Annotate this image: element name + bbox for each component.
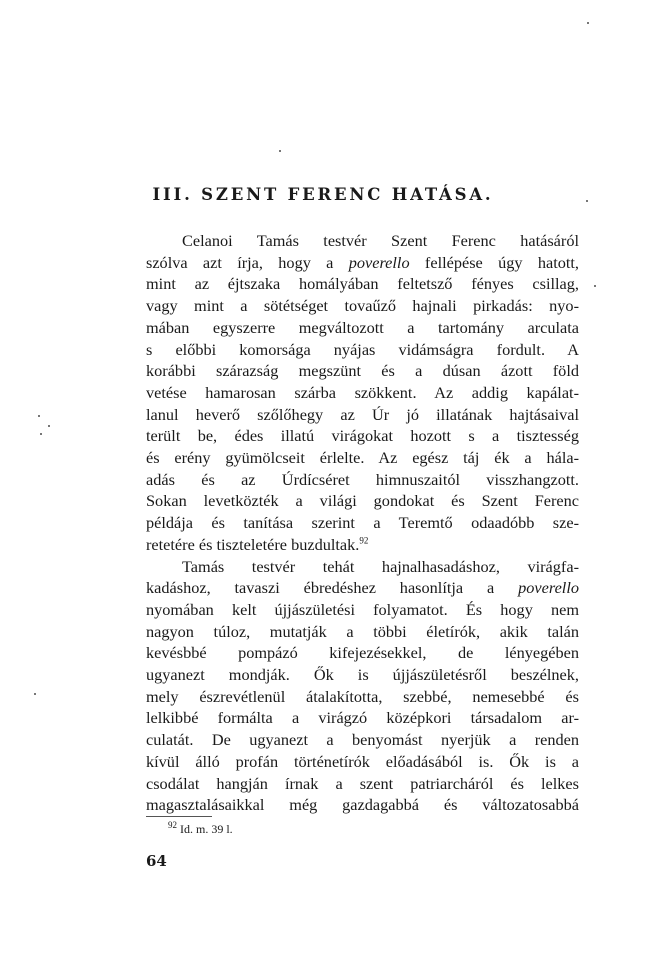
text-line: ugyanezt mondják. Ők is újjászületésről beszélnek, [146, 665, 579, 685]
speck [38, 415, 40, 417]
speck [587, 22, 589, 24]
text-line: lelkibbé formálta a virágzó középkori társadalom ar- [146, 708, 579, 728]
text-line: terült be, édes illatú virágokat hozott s a tisztesség [146, 426, 579, 446]
text-line: mely észrevétlenül átalakította, szebbé, nemesebbé és [146, 686, 579, 706]
italic-term: poverello [518, 578, 579, 598]
text-line: mában egyszerre megváltozott a tartomány arculata [146, 317, 579, 337]
text-line: lanul heverő szőlőhegy az Úr jó illatának hajtásaival [146, 404, 579, 424]
text-line: kívül álló profán történetírók előadásából is. Ők is a [146, 751, 579, 771]
text-line: példája és tanítása szerint a Teremtő odaadóbb sze- [146, 513, 579, 533]
footnote-divider [146, 816, 212, 817]
text-line: s előbbi komorsága nyájas vidámságra fordult. A [146, 339, 579, 359]
text-line: és erény gyümölcseit érlelte. Az egész táj ék a hála- [146, 448, 579, 468]
speck [34, 693, 36, 695]
text-line: Celanoi Tamás testvér Szent Ferenc hatásáról [182, 231, 579, 250]
footnote-text: Id. m. 39 l. [180, 822, 233, 836]
speck [40, 433, 42, 435]
text-line: vetése hamarosan szárba szökkent. Az addig kapálat- [146, 382, 579, 402]
text-line: szólva azt írja, hogy a poverello fellépése úgy hatott, [146, 252, 579, 272]
text-line: kevésbbé pompázó kifejezésekkel, de lényegében [146, 643, 579, 663]
footnote [168, 822, 233, 837]
paragraph-2 [146, 556, 579, 816]
speck [594, 285, 596, 287]
body-text [146, 230, 579, 816]
text-line: korábbi szárazság megszünt és a dúsan ázott föld [146, 361, 579, 381]
text-line: Sokan levetközték a világi gondokat és Szent Ferenc [146, 491, 579, 511]
text-line: magasztalásaikkal még gazdagabbá és változatosabbá [146, 795, 579, 815]
text-line: Tamás testvér tehát hajnalhasadáshoz, virágfa- [182, 556, 579, 576]
text-line: retetére és tiszteletére buzdultak.$^{92}$ [146, 534, 369, 554]
speck [279, 150, 281, 152]
text-line: culatát. De ugyanezt a benyomást nyerjük a renden [146, 730, 579, 750]
text-line: nagyon túloz, mutatják a többi életírók, akik talán [146, 621, 579, 641]
text-line: kadáshoz, tavaszi ébredéshez hasonlítja a poverello [146, 578, 579, 598]
footnote-ref: 92 [359, 535, 369, 546]
speck [48, 425, 50, 427]
page-number: 64 [146, 852, 167, 870]
italic-term: poverello [348, 252, 410, 272]
text-line: csodálat hangján írnak a szent patriarcháról és lelkes [146, 773, 579, 793]
paragraph-1 [146, 230, 579, 556]
footnote-mark: 92 [168, 820, 177, 830]
text-line: vagy mint a sötétséget tovaűző hajnali pirkadás: nyo- [146, 296, 579, 316]
text-line: nyomában kelt újjászületési folyamatot. És hogy nem [146, 599, 579, 619]
chapter-heading: III. SZENT FERENC HATÁSA. [152, 185, 494, 204]
text-line: adás és az Úrdícséret himnuszaitól visszhangzott. [146, 469, 579, 489]
text-line: mint az éjtszaka homályában feltetsző fényes csillag, [146, 274, 579, 294]
